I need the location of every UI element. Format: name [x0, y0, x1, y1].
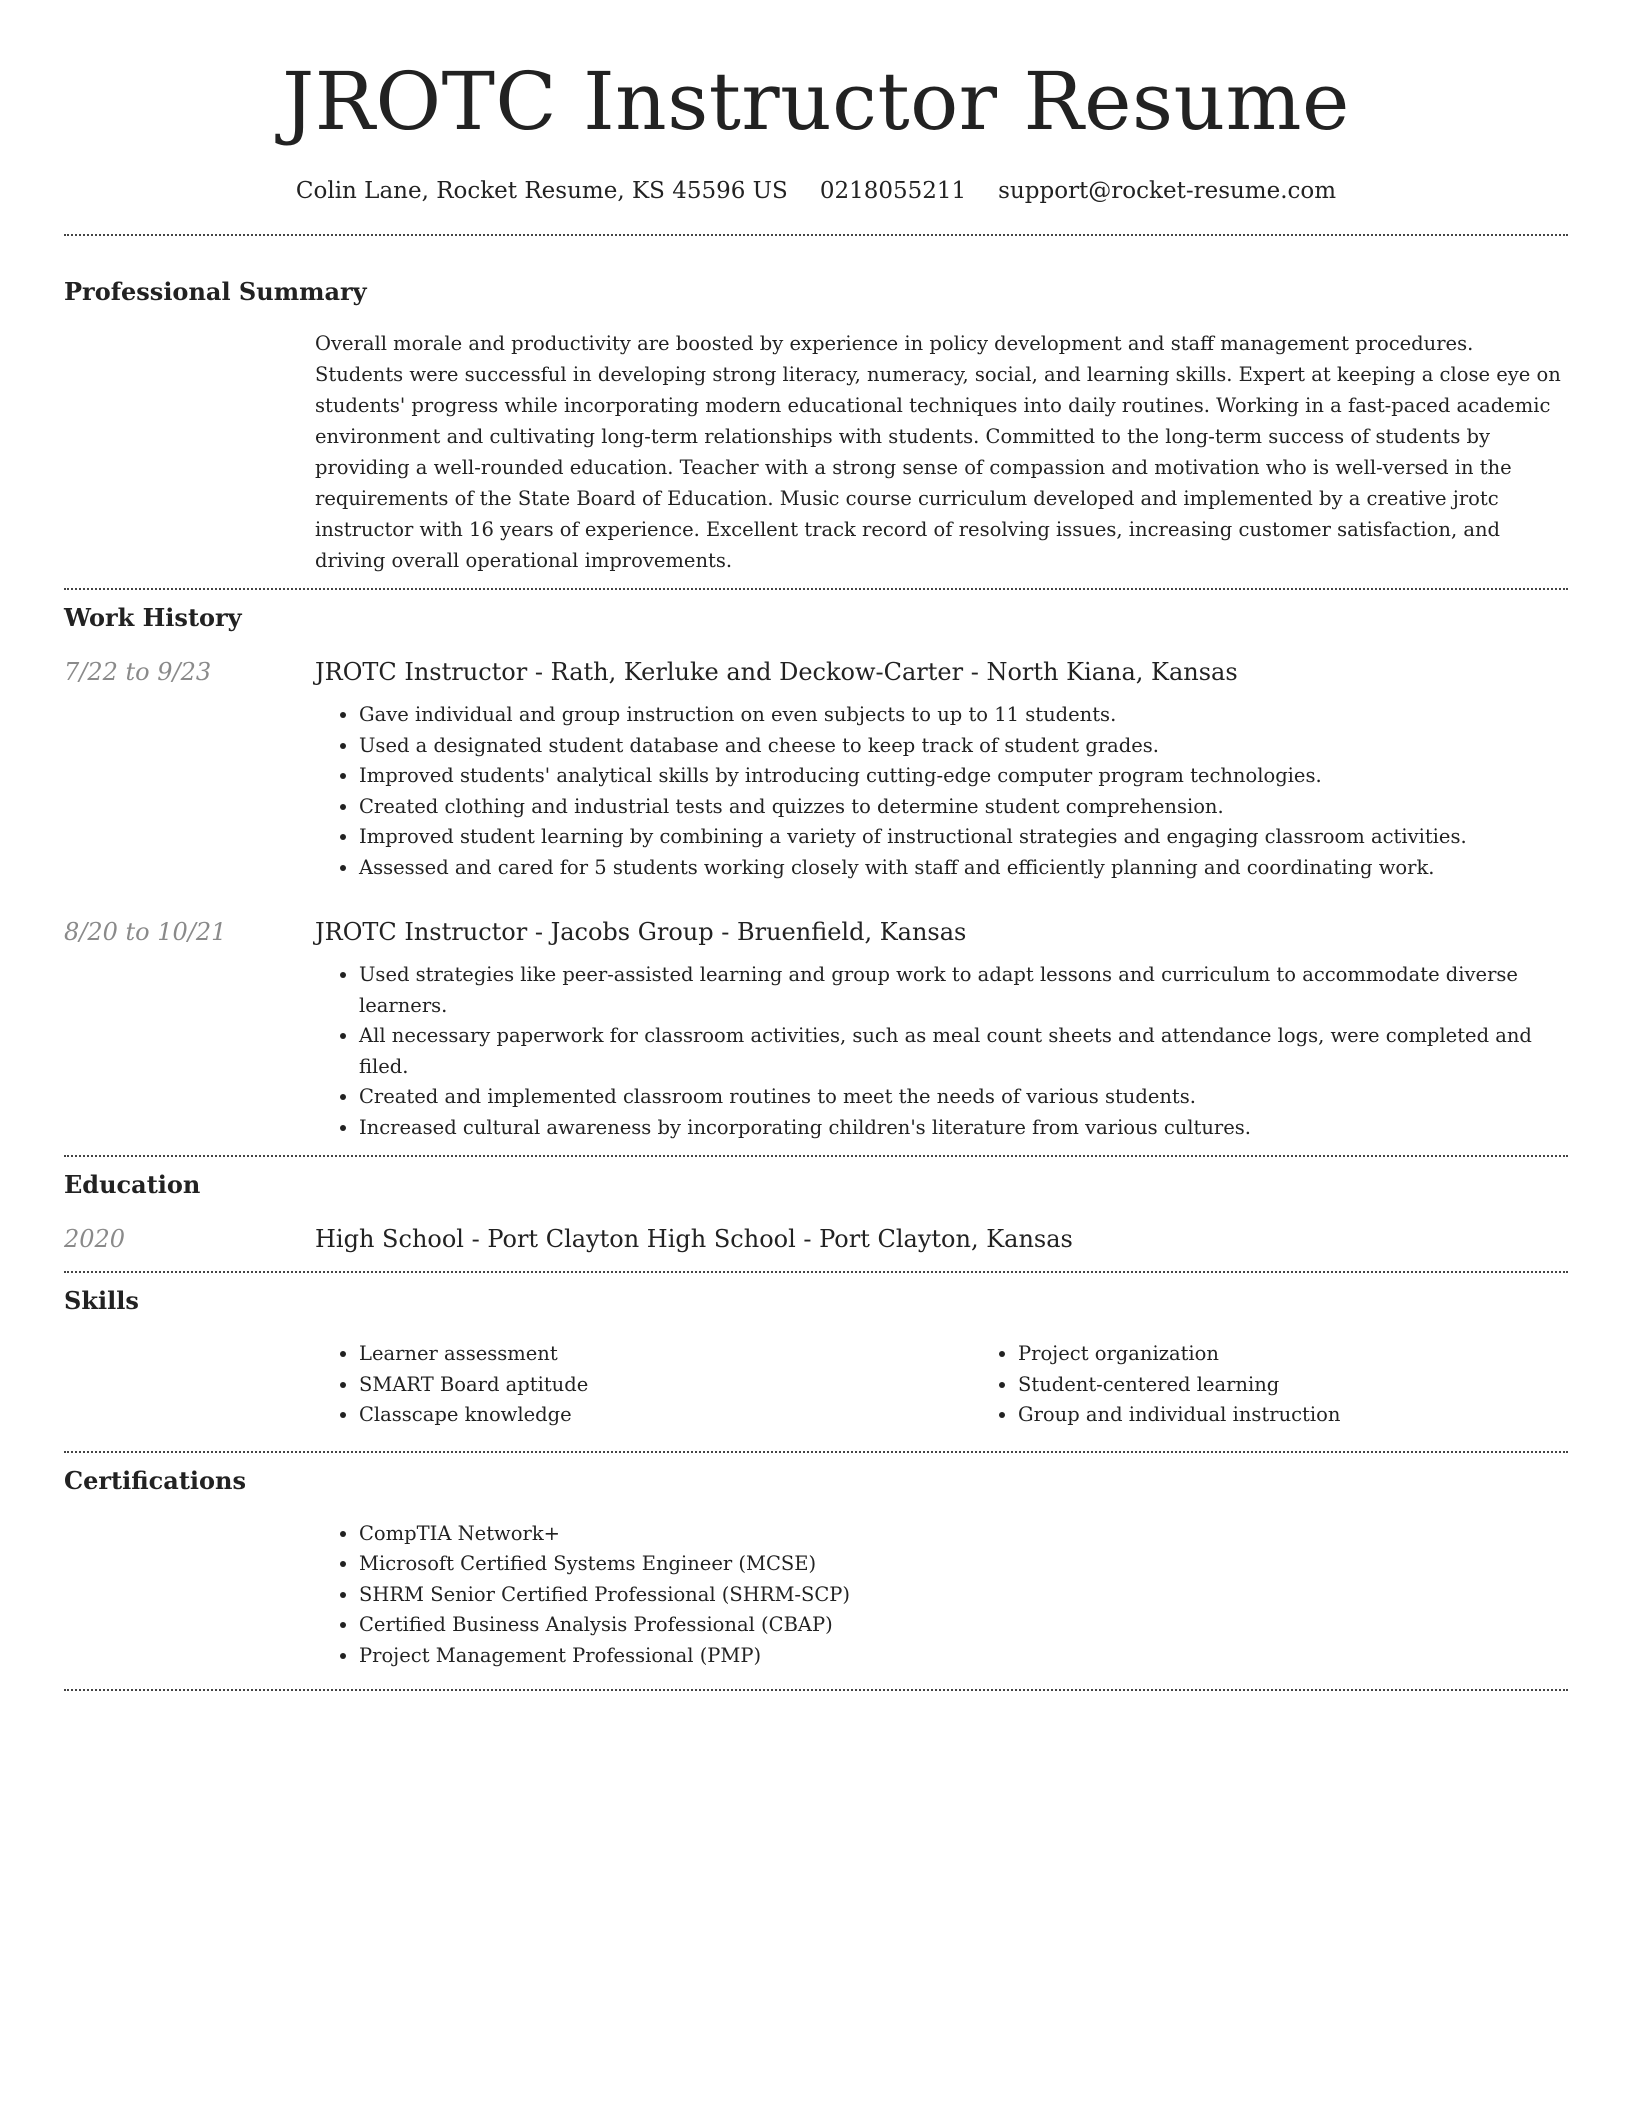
- list-item: • Used a designated student database and cheese to keep track of student grades.: [359, 731, 1568, 762]
- job-entry: [64, 916, 1568, 1143]
- section-skills: [64, 1285, 1568, 1431]
- job-dates: 8/20 to 10/21: [64, 918, 227, 946]
- section-education: [64, 1169, 1568, 1255]
- section-heading: Education: [64, 1170, 201, 1199]
- divider: [64, 1271, 1568, 1273]
- list-item: • Group and individual instruction: [1018, 1400, 1632, 1431]
- divider: [64, 1155, 1568, 1157]
- job-bullets: [315, 700, 1568, 883]
- job-entry: [64, 656, 1568, 883]
- skills-list-right: [974, 1339, 1632, 1431]
- resume-title: JROTC Instructor Resume: [282, 55, 1350, 148]
- section-work-history: [64, 602, 1568, 1143]
- job-title: JROTC Instructor - Rath, Kerluke and Deckow-Carter - North Kiana, Kansas: [315, 658, 1238, 686]
- job-bullets: [315, 960, 1568, 1143]
- contact-address: Colin Lane, Rocket Resume, KS 45596 US: [295, 178, 788, 204]
- list-item: • Increased cultural awareness by incorporating children's literature from various cultures.: [359, 1113, 1568, 1144]
- list-item: • Learner assessment: [359, 1339, 974, 1370]
- list-item: • Project Management Professional (PMP): [359, 1641, 1568, 1672]
- skills-list-left: [315, 1339, 974, 1431]
- summary-text: Overall morale and productivity are boosted by experience in policy development and staff management procedures. Students were successful in developing strong literacy, numeracy, social, and learning skills. Expert at keeping a close eye on students' progress while incorporating modern educational techniques into daily routines. Working in a fast-paced academic environment and cultivating long-term relationships with students. Committed to the long-term success of students by providing a well-rounded education. Teacher with a strong sense of compassion and motivation who is well-versed in the requirements of the State Board of Education. Music course curriculum developed and implemented by a creative jrotc instructor with 16 years of experience. Excellent track record of resolving issues, increasing customer satisfaction, and driving overall operational improvements.: [315, 332, 1561, 572]
- section-certifications: [64, 1465, 1568, 1672]
- section-heading: Certifications: [64, 1465, 247, 1495]
- list-item: • Project organization: [1018, 1339, 1632, 1370]
- section-heading: Skills: [64, 1286, 139, 1315]
- list-item: • SMART Board aptitude: [359, 1370, 974, 1401]
- contact-email: support@rocket-resume.com: [998, 178, 1337, 204]
- divider: [64, 1451, 1568, 1453]
- divider: [64, 1689, 1568, 1691]
- education-entry: High School - Port Clayton High School - Port Clayton, Kansas: [315, 1225, 1073, 1253]
- list-item: • Classcape knowledge: [359, 1400, 974, 1431]
- list-item: • Created and implemented classroom routines to meet the needs of various students.: [359, 1082, 1568, 1113]
- list-item: • Created clothing and industrial tests and quizzes to determine student comprehension.: [359, 792, 1568, 823]
- job-dates: 7/22 to 9/23: [64, 658, 212, 686]
- section-summary: [64, 276, 1568, 576]
- contact-phone: 0218055211: [819, 178, 967, 204]
- contact-line: [64, 174, 1568, 208]
- job-title: JROTC Instructor - Jacobs Group - Bruenfield, Kansas: [315, 918, 967, 946]
- section-heading: Professional Summary: [64, 277, 367, 306]
- list-item: • Certified Business Analysis Professional (CBAP): [359, 1610, 1568, 1641]
- list-item: • Assessed and cared for 5 students working closely with staff and efficiently planning and coordinating work.: [359, 853, 1568, 884]
- list-item: • Improved students' analytical skills by introducing cutting-edge computer program technologies.: [359, 761, 1568, 792]
- education-year: 2020: [64, 1225, 126, 1253]
- list-item: • Microsoft Certified Systems Engineer (MCSE): [359, 1549, 1568, 1580]
- list-item: • Gave individual and group instruction on even subjects to up to 11 students.: [359, 700, 1568, 731]
- section-heading: Work History: [64, 603, 242, 632]
- list-item: • All necessary paperwork for classroom activities, such as meal count sheets and attendance logs, were completed and filed.: [359, 1021, 1568, 1082]
- list-item: • Student-centered learning: [1018, 1370, 1632, 1401]
- list-item: • CompTIA Network+: [359, 1519, 1568, 1550]
- list-item: • Improved student learning by combining a variety of instructional strategies and engaging classroom activities.: [359, 822, 1568, 853]
- list-item: • SHRM Senior Certified Professional (SHRM-SCP): [359, 1580, 1568, 1611]
- list-item: • Used strategies like peer-assisted learning and group work to adapt lessons and curriculum to accommodate diverse learners.: [359, 960, 1568, 1021]
- divider: [64, 588, 1568, 590]
- resume-page: [64, 0, 1568, 1691]
- divider: [64, 234, 1568, 236]
- certifications-list: [315, 1519, 1568, 1672]
